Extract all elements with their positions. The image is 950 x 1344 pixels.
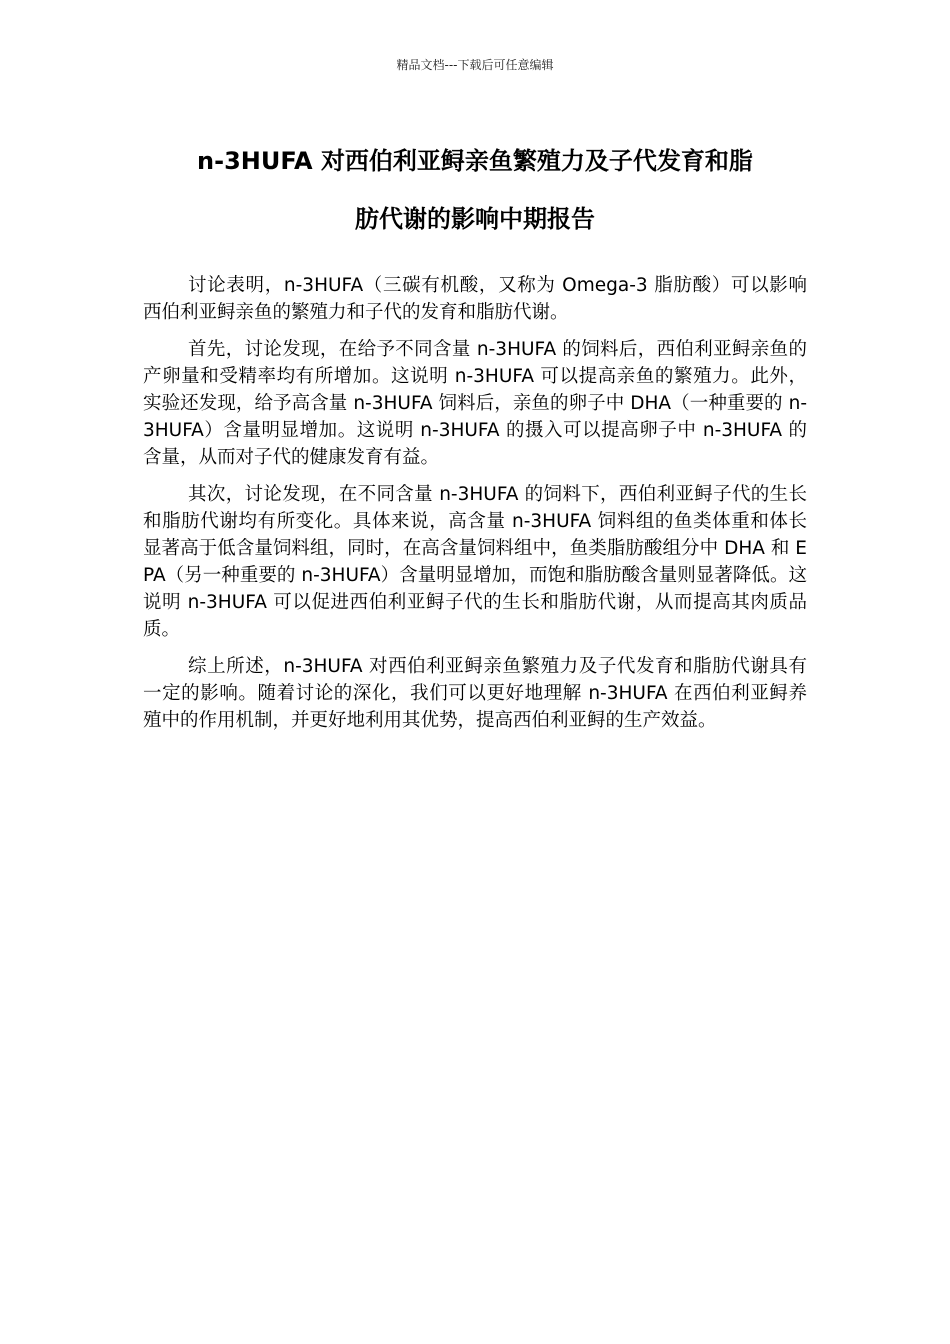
document-body: [143, 272, 807, 744]
paragraph-first: 首先，讨论发现，在给予不同含量 n-3HUFA 的饲料后，西伯利亚鲟亲鱼的产卵量和受精率均有所增加。这说明 n-3HUFA 可以提高亲鱼的繁殖力。此外，实验还发现，给予高含量 n-3HUFA 饲料后，亲鱼的卵子中 DHA（一种重要的 n-3HUFA）含量明显增加。这说明 n-3HUFA 的摄入可以提高卵子中 n-3HUFA 的含量，从而对子代的健康发育有益。: [143, 339, 807, 468]
title-line-1: n-3HUFA 对西伯利亚鲟亲鱼繁殖力及子代发育和脂: [197, 147, 753, 175]
header-note: 精品文档---下载后可任意编辑: [396, 58, 554, 72]
paragraph-second: 其次，讨论发现，在不同含量 n-3HUFA 的饲料下，西伯利亚鲟子代的生长和脂肪代谢均有所变化。具体来说，高含量 n-3HUFA 饲料组的鱼类体重和体长显著高于低含量饲料组，同时，在高含量饲料组中，鱼类脂肪酸组分中 DHA 和 EPA（另一种重要的 n-3HUFA）含量明显增加，而饱和脂肪酸含量则显著降低。这说明 n-3HUFA 可以促进西伯利亚鲟子代的生长和脂肪代谢，从而提高其肉质品质。: [143, 484, 807, 640]
paragraph-summary: 综上所述，n-3HUFA 对西伯利亚鲟亲鱼繁殖力及子代发育和脂肪代谢具有一定的影响。随着讨论的深化，我们可以更好地理解 n-3HUFA 在西伯利亚鲟养殖中的作用机制，并更好地利用其优势，提高西伯利亚鲟的生产效益。: [143, 656, 807, 731]
paragraph-intro: 讨论表明，n-3HUFA（三碳有机酸，又称为 Omega-3 脂肪酸）可以影响西伯利亚鲟亲鱼的繁殖力和子代的发育和脂肪代谢。: [143, 275, 807, 323]
title-line-2: 肪代谢的影响中期报告: [355, 205, 595, 233]
document-title: [143, 132, 807, 248]
